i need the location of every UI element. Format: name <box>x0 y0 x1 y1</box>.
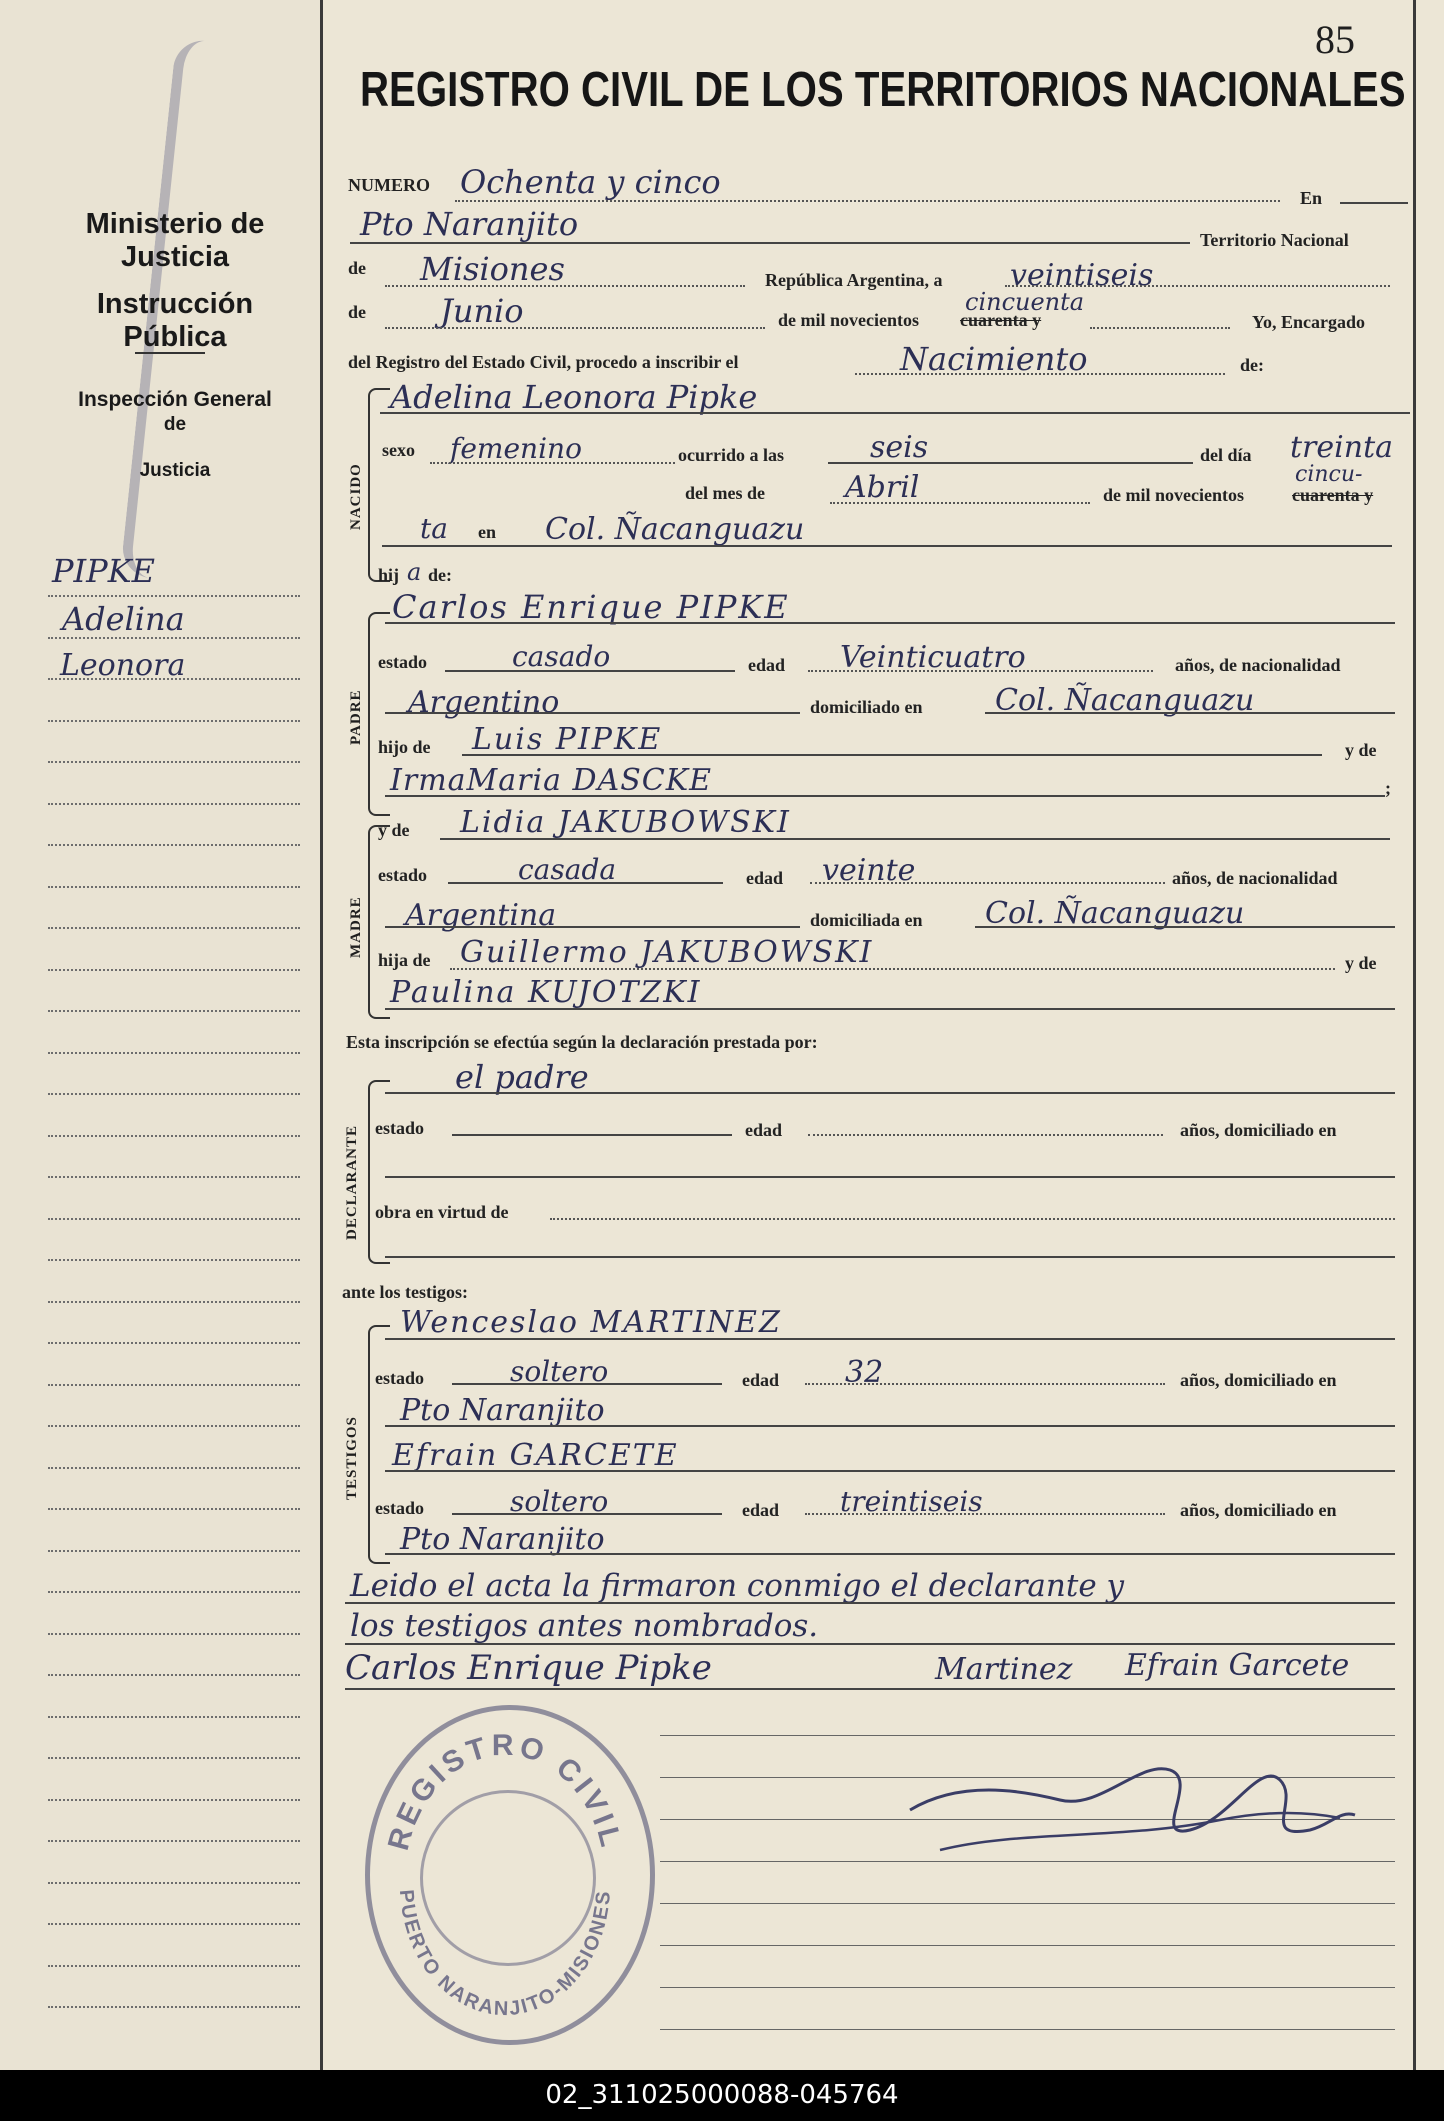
madre-edad-label: edad <box>746 868 784 888</box>
left-dotted-line <box>48 1633 300 1635</box>
left-dotted-line <box>48 1716 300 1718</box>
seal-text-bottom: PUERTO NARANJITO-MISIONES <box>394 1888 616 2021</box>
ministry-line-2: Instrucción Pública <box>96 288 254 353</box>
padre-padre-line <box>462 754 1322 756</box>
blank-rule <box>660 1987 1395 1988</box>
declarante-obra-line <box>550 1218 1395 1220</box>
declarante-value-line <box>385 1092 1395 1094</box>
testigo1-edad: 32 <box>845 1355 884 1390</box>
official-signature <box>900 1720 1360 1880</box>
de-colon-label: de: <box>1240 355 1264 375</box>
en-line <box>1340 202 1408 204</box>
del-dia-label: del día <box>1200 445 1252 465</box>
declarante-domicilio-line <box>385 1176 1395 1178</box>
left-dotted-line <box>48 1674 300 1676</box>
en-label: En <box>1300 188 1323 208</box>
padre-edad-label: edad <box>748 655 786 675</box>
ministry-line-1: Ministerio de Justicia <box>85 208 265 273</box>
madre-edad-line <box>810 882 1165 884</box>
registro-label: del Registro del Estado Civil, procedo a inscribir el <box>348 352 739 372</box>
lugar-value: Pto Naranjito <box>360 205 579 243</box>
declarante-anios-label: años, domiciliado en <box>1180 1120 1337 1140</box>
declarante-edad-line <box>808 1134 1163 1136</box>
testigo1-domicilio-line <box>385 1425 1395 1427</box>
mes-value: Junio <box>440 292 524 330</box>
declarante-section-label: DECLARANTE <box>344 1124 360 1240</box>
left-dotted-line <box>48 803 300 805</box>
madre-estado-value: casada <box>518 853 617 886</box>
padre-section-label: PADRE <box>348 689 364 745</box>
left-dotted-line <box>48 1218 300 1220</box>
padre-nacionalidad: Argentino <box>408 685 560 720</box>
hij-suffix: a <box>407 558 422 586</box>
hora-line <box>828 462 1193 464</box>
padre-nacionalidad-line <box>385 712 800 714</box>
testigo2-nombre-line <box>385 1470 1395 1472</box>
madre-y-de-label-2: y de <box>1345 953 1377 973</box>
declarante-intro: Esta inscripción se efectúa según la declaración prestada por: <box>346 1032 818 1052</box>
testigo1-estado-line <box>452 1383 722 1385</box>
left-dotted-line <box>48 1550 300 1552</box>
cierre-line-2: los testigos antes nombrados. <box>350 1608 819 1644</box>
nacido-en-label: en <box>478 522 496 542</box>
hora-value: seis <box>870 430 929 465</box>
margin-divider <box>320 0 323 2070</box>
madre-domicilio-line <box>975 926 1395 928</box>
padre-anios-label: años, de nacionalidad <box>1175 655 1341 675</box>
testigo2-edad-label: edad <box>742 1500 780 1520</box>
left-dotted-line <box>48 1965 300 1967</box>
declarante-estado-line <box>452 1134 732 1136</box>
left-dotted-line <box>48 1840 300 1842</box>
nacido-dia-value: treinta <box>1290 430 1394 465</box>
acto-value: Nacimiento <box>900 340 1088 378</box>
testigo1-estado-label: estado <box>375 1368 424 1388</box>
territorio-value: Misiones <box>420 250 565 288</box>
left-dotted-line <box>48 1799 300 1801</box>
madre-hija-de-label: hija de <box>378 950 431 970</box>
dia-value: veintiseis <box>1010 258 1154 293</box>
padre-estado-line <box>445 670 735 672</box>
testigo2-edad-line <box>805 1513 1165 1515</box>
margin-note-surname: PIPKE <box>52 552 155 590</box>
de-label-1: de <box>348 258 366 278</box>
declarante-value: el padre <box>455 1058 589 1096</box>
ministry-rule <box>135 352 205 354</box>
inspection-line-3: Justicia <box>139 460 211 481</box>
testigo1-anios-label: años, domiciliado en <box>1180 1370 1337 1390</box>
nacido-cuarenta-struck: cuarenta y <box>1292 485 1374 505</box>
left-dotted-line <box>48 1301 300 1303</box>
padre-padre: Luis PIPKE <box>472 722 663 757</box>
testigo1-nombre-line <box>385 1338 1395 1340</box>
left-dotted-line <box>48 1882 300 1884</box>
madre-section-label: MADRE <box>348 896 364 958</box>
testigo2-estado: soltero <box>510 1485 609 1518</box>
madre-padre: Guillermo JAKUBOWSKI <box>460 935 874 970</box>
signature-testigo-2: Efrain Garcete <box>1125 1648 1350 1683</box>
madre-estado-label: estado <box>378 865 427 885</box>
inspection-line-2: de <box>163 414 187 435</box>
left-dotted-line <box>48 1591 300 1593</box>
nacido-mes-line <box>830 502 1090 504</box>
territorio-line <box>385 285 745 287</box>
testigos-section-label: TESTIGOS <box>344 1416 360 1500</box>
cierre-line-1: Leido el acta la firmaron conmigo el declarante y <box>350 1568 1125 1604</box>
padre-madre-line <box>385 795 1385 797</box>
left-dotted-line <box>48 2006 300 2008</box>
left-dotted-line <box>48 1508 300 1510</box>
de-mil-label: de mil novecientos <box>778 310 919 330</box>
mes-line <box>385 327 765 329</box>
madre-nacionalidad: Argentina <box>405 898 557 933</box>
testigo2-domicilio-line <box>385 1553 1395 1555</box>
padre-madre: IrmaMaria DASCKE <box>390 763 713 798</box>
left-dotted-line <box>48 844 300 846</box>
madre-domicilio-label: domiciliada en <box>810 910 923 930</box>
svg-text:PUERTO NARANJITO-MISIONES <box>395 1889 615 2021</box>
yo-label: Yo, Encargado <box>1252 312 1366 332</box>
blank-rule <box>660 1945 1395 1946</box>
nacido-lugar: Col. Ñacanguazu <box>545 512 805 547</box>
nacido-anio-overwrite: cincu- <box>1295 462 1363 487</box>
madre-anios-label: años, de nacionalidad <box>1172 868 1338 888</box>
left-dotted-line <box>48 1093 300 1095</box>
left-dotted-line <box>48 1467 300 1469</box>
nacido-de-mil-label: de mil novecientos <box>1103 485 1244 505</box>
page-number: 85 <box>1315 17 1355 62</box>
padre-edad-line <box>808 670 1153 672</box>
padre-edad-value: Veinticuatro <box>840 640 1026 675</box>
left-dotted-line <box>48 886 300 888</box>
declarante-estado-label: estado <box>375 1118 424 1138</box>
anio-overwrite: cincuenta <box>965 288 1085 316</box>
madre-domicilio-value: Col. Ñacanguazu <box>985 896 1245 931</box>
nacido-section-label: NACIDO <box>348 463 364 530</box>
nacido-bracket <box>368 388 390 582</box>
madre-estado-line <box>448 882 723 884</box>
anio-line <box>1090 327 1230 329</box>
numero-label: NUMERO <box>348 175 430 195</box>
madre-nombre-line <box>440 838 1390 840</box>
signature-rule <box>345 1688 1395 1690</box>
cierre-line-1-rule <box>345 1602 1395 1604</box>
margin-note-name: Adelina <box>62 600 185 638</box>
testigo2-domicilio: Pto Naranjito <box>400 1522 605 1557</box>
left-dotted-line <box>48 927 300 929</box>
ocurrido-label: ocurrido a las <box>678 445 784 465</box>
left-dotted-line <box>48 1425 300 1427</box>
testigo2-edad: treintiseis <box>840 1485 983 1518</box>
madre-padre-line <box>450 968 1335 970</box>
madre-madre: Paulina KUJOTZKI <box>390 975 702 1010</box>
hijo-de-label: de: <box>428 565 452 585</box>
inspection-line-1: Inspección General <box>78 388 272 411</box>
left-dotted-line <box>48 969 300 971</box>
seal-text <box>365 1705 645 2035</box>
nacido-anio-cont: ta <box>420 512 448 545</box>
testigos-bracket <box>368 1325 390 1564</box>
padre-bracket <box>368 612 390 816</box>
acto-line <box>855 373 1225 375</box>
nacido-nombre-line <box>380 412 1410 414</box>
svg-text:REGISTRO CIVIL <box>382 1729 628 1854</box>
dia-line <box>1005 285 1390 287</box>
padre-y-de-label: y de <box>1345 740 1377 760</box>
left-dotted-line <box>48 1342 300 1344</box>
document-title: REGISTRO CIVIL DE LOS TERRITORIOS NACIONALES <box>360 63 1406 117</box>
left-dotted-line <box>48 1010 300 1012</box>
left-dotted-line <box>48 1135 300 1137</box>
padre-hijo-de-label: hijo de <box>378 737 431 757</box>
cuarenta-struck: cuarenta y <box>960 310 1042 330</box>
margin-note-name-2: Leonora <box>60 648 186 683</box>
madre-madre-line <box>385 1008 1395 1010</box>
testigo1-edad-label: edad <box>742 1370 780 1390</box>
signature-declarante: Carlos Enrique Pipke <box>345 1648 712 1688</box>
declarante-obra-label: obra en virtud de <box>375 1202 509 1222</box>
padre-nombre-line <box>385 622 1395 624</box>
declarante-bracket <box>368 1080 390 1264</box>
testigo2-estado-label: estado <box>375 1498 424 1518</box>
madre-bracket <box>368 825 390 1019</box>
left-dotted-line <box>48 1757 300 1759</box>
signature-testigo-1: Martinez <box>935 1652 1073 1687</box>
madre-nombre: Lidia JAKUBOWSKI <box>460 805 791 840</box>
numero-value: Ochenta y cinco <box>460 163 721 201</box>
testigo2-estado-line <box>452 1513 722 1515</box>
testigo1-domicilio: Pto Naranjito <box>400 1393 605 1428</box>
hij-label: hij <box>378 565 400 585</box>
padre-nombre: Carlos Enrique PIPKE <box>392 588 790 626</box>
blank-rule <box>660 1903 1395 1904</box>
left-dotted-line <box>48 1923 300 1925</box>
madre-y-de-label: y de <box>378 820 410 840</box>
sexo-label: sexo <box>382 440 415 460</box>
footer-code: 02_311025000088-045764 <box>545 2080 899 2110</box>
nacido-nombre: Adelina Leonora Pipke <box>390 378 758 416</box>
territorio-label: Territorio Nacional <box>1200 230 1349 250</box>
de-label-2: de <box>348 302 366 322</box>
seal-text-top: REGISTRO CIVIL <box>381 1728 629 1854</box>
declarante-edad-label: edad <box>745 1120 783 1140</box>
declarante-obra-line-2 <box>385 1256 1395 1258</box>
testigo2-anios-label: años, domiciliado en <box>1180 1500 1337 1520</box>
sexo-value: femenino <box>450 432 582 465</box>
padre-estado-value: casado <box>512 640 611 673</box>
numero-line <box>455 200 1280 202</box>
padre-domicilio-line <box>985 712 1395 714</box>
del-mes-label: del mes de <box>685 483 765 503</box>
testigo1-nombre: Wenceslao MARTINEZ <box>400 1305 782 1340</box>
left-dotted-line <box>48 761 300 763</box>
left-dotted-line <box>48 720 300 722</box>
nacido-lugar-line <box>382 545 1392 547</box>
testigo1-estado: soltero <box>510 1355 609 1388</box>
padre-semicolon: ; <box>1385 778 1391 798</box>
nacido-mes-value: Abril <box>845 470 920 505</box>
padre-domicilio-label: domiciliado en <box>810 697 923 717</box>
sexo-line <box>430 462 675 464</box>
left-dotted-line <box>48 1384 300 1386</box>
left-dotted-line <box>48 1176 300 1178</box>
padre-estado-label: estado <box>378 652 427 672</box>
testigo1-edad-line <box>805 1383 1165 1385</box>
republica-label: República Argentina, a <box>765 270 943 290</box>
lugar-line <box>350 242 1190 244</box>
left-dotted-line <box>48 595 300 597</box>
right-edge-rule <box>1413 0 1416 2070</box>
left-dotted-line <box>48 1259 300 1261</box>
padre-domicilio-value: Col. Ñacanguazu <box>995 683 1255 718</box>
cierre-line-2-rule <box>345 1643 1395 1645</box>
testigos-intro: ante los testigos: <box>342 1282 468 1302</box>
testigo2-nombre: Efrain GARCETE <box>392 1438 679 1473</box>
blank-rule <box>660 2029 1395 2030</box>
madre-edad-value: veinte <box>822 853 916 888</box>
madre-nacionalidad-line <box>385 926 800 928</box>
left-dotted-line <box>48 1052 300 1054</box>
